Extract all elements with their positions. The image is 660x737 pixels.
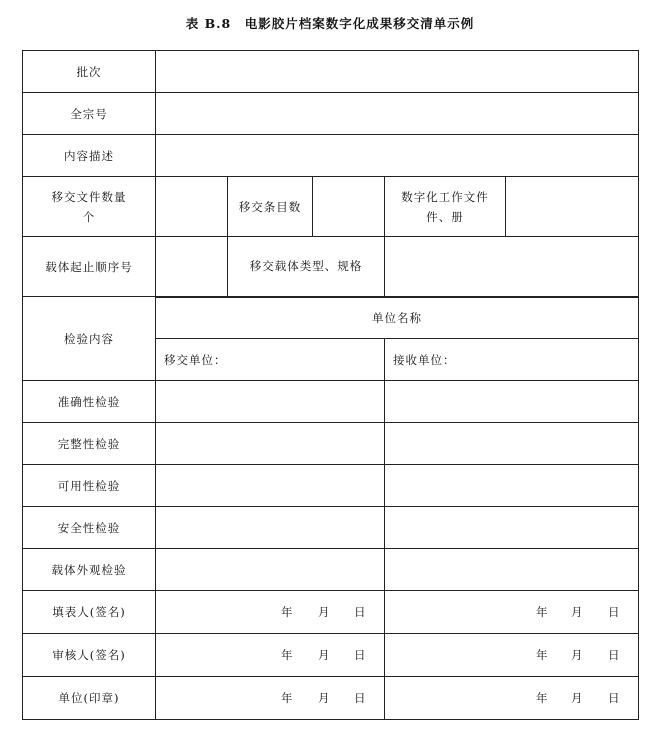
label-file-count (23, 177, 156, 237)
label-file-count-line1: 移交文件数量 (51, 189, 127, 204)
label-reviewer: 审核人(签名) (23, 634, 156, 677)
row-integrity (23, 423, 639, 465)
value-usability-receive[interactable] (385, 465, 639, 507)
date-seal-transfer[interactable] (156, 677, 385, 720)
value-security-receive[interactable] (385, 507, 639, 549)
row-usability (23, 465, 639, 507)
value-carrier-seq[interactable] (156, 237, 228, 297)
date-day: 日 (608, 648, 621, 662)
date-year: 年 (281, 605, 294, 619)
label-filler: 填表人(签名) (23, 591, 156, 634)
date-year: 年 (281, 691, 294, 705)
label-inspect: 检验内容 (23, 297, 156, 381)
label-digit-work (385, 177, 506, 237)
row-inspect-header (23, 297, 639, 339)
row-filler (23, 591, 639, 634)
label-integrity: 完整性检验 (23, 423, 156, 465)
date-reviewer-receive[interactable] (385, 634, 639, 677)
date-day: 日 (354, 605, 367, 619)
row-desc (23, 135, 639, 177)
date-month: 月 (318, 648, 331, 662)
value-carrier-type[interactable] (385, 237, 639, 297)
label-appearance: 载体外观检验 (23, 549, 156, 591)
label-digit-work-line2: 件、册 (426, 209, 464, 224)
value-entry-count[interactable] (313, 177, 385, 237)
date-month: 月 (318, 605, 331, 619)
row-accuracy (23, 381, 639, 423)
value-usability-transfer[interactable] (156, 465, 385, 507)
value-appearance-transfer[interactable] (156, 549, 385, 591)
date-seal-receive[interactable] (385, 677, 639, 720)
date-month: 月 (571, 691, 584, 705)
row-batch (23, 51, 639, 93)
label-accuracy: 准确性检验 (23, 381, 156, 423)
row-reviewer (23, 634, 639, 677)
label-desc: 内容描述 (23, 135, 156, 177)
date-year: 年 (536, 648, 549, 662)
label-fonds: 全宗号 (23, 93, 156, 135)
value-appearance-receive[interactable] (385, 549, 639, 591)
value-batch[interactable] (156, 51, 639, 93)
value-accuracy-receive[interactable] (385, 381, 639, 423)
value-file-count[interactable] (156, 177, 228, 237)
date-filler-transfer[interactable] (156, 591, 385, 634)
row-appearance (23, 549, 639, 591)
label-file-count-line2: 个 (82, 209, 96, 224)
row-fonds (23, 93, 639, 135)
label-security: 安全性检验 (23, 507, 156, 549)
row-carrier (23, 237, 639, 297)
date-year: 年 (536, 605, 549, 619)
date-year: 年 (281, 648, 294, 662)
date-day: 日 (354, 691, 367, 705)
date-filler-receive[interactable] (385, 591, 639, 634)
date-month: 月 (571, 605, 584, 619)
label-carrier-type: 移交载体类型、规格 (228, 237, 385, 297)
row-counts (23, 177, 639, 237)
value-fonds[interactable] (156, 93, 639, 135)
date-day: 日 (608, 605, 621, 619)
value-accuracy-transfer[interactable] (156, 381, 385, 423)
transfer-list-table (22, 50, 639, 720)
label-unit-seal: 单位(印章) (23, 677, 156, 720)
label-unit-name: 单位名称 (156, 297, 639, 339)
value-integrity-transfer[interactable] (156, 423, 385, 465)
row-security (23, 507, 639, 549)
value-security-transfer[interactable] (156, 507, 385, 549)
date-day: 日 (354, 648, 367, 662)
row-unit-seal (23, 677, 639, 720)
date-reviewer-transfer[interactable] (156, 634, 385, 677)
value-desc[interactable] (156, 135, 639, 177)
label-batch: 批次 (23, 51, 156, 93)
label-usability: 可用性检验 (23, 465, 156, 507)
date-year: 年 (536, 691, 549, 705)
value-digit-work[interactable] (506, 177, 639, 237)
label-carrier-seq: 载体起止顺序号 (23, 237, 156, 297)
date-day: 日 (608, 691, 621, 705)
label-receive-unit[interactable]: 接收单位： (385, 339, 639, 381)
label-transfer-unit[interactable]: 移交单位： (156, 339, 385, 381)
table-title: 表 B.8 电影胶片档案数字化成果移交清单示例 (185, 16, 475, 31)
date-month: 月 (571, 648, 584, 662)
value-integrity-receive[interactable] (385, 423, 639, 465)
date-month: 月 (318, 691, 331, 705)
label-entry-count: 移交条目数 (228, 177, 313, 237)
label-digit-work-line1: 数字化工作文件 (401, 189, 489, 204)
